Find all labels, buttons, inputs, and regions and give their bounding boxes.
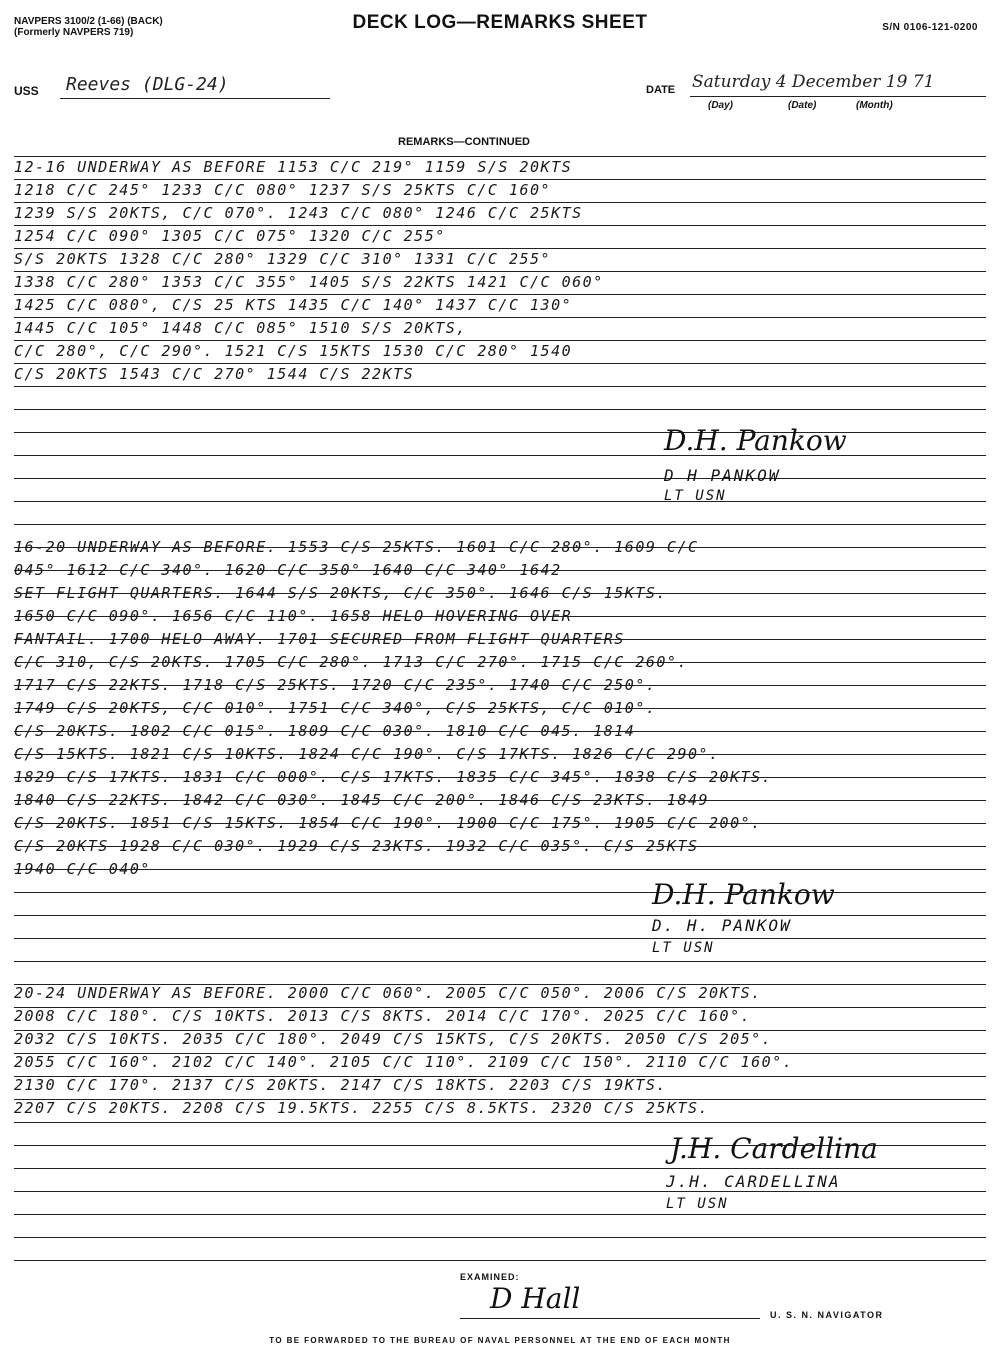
ruled-line — [14, 409, 986, 410]
watch1-line-6: 1338 C/C 280° 1353 C/C 355° 1405 S/S 22KTS 1421 C/C 060° — [14, 274, 604, 290]
watch2-signer-name: D. H. PANKOW — [652, 916, 792, 935]
watch3-line-3: 2032 C/S 10KTS. 2035 C/C 180°. 2049 C/S 15KTS, C/S 20KTS. 2050 C/S 205°. — [14, 1031, 773, 1047]
serial-number: S/N 0106-121-0200 — [882, 22, 978, 33]
watch3-signer-name: J.H. CARDELLINA — [666, 1172, 841, 1191]
watch2-line-13: C/S 20KTS. 1851 C/S 15KTS. 1854 C/C 190°. 1900 C/C 175°. 1905 C/C 200°. — [14, 815, 762, 831]
ruled-line — [14, 1122, 986, 1123]
watch1-line-4: 1254 C/C 090° 1305 C/C 075° 1320 C/C 255° — [14, 228, 446, 244]
watch2-signer-rank: LT USN — [652, 940, 715, 956]
navigator-title: U. S. N. NAVIGATOR — [770, 1310, 884, 1320]
ruled-line — [14, 501, 986, 502]
date-sub-label: (Date) — [788, 100, 817, 111]
uss-label: USS — [14, 84, 39, 98]
ruled-line — [14, 317, 986, 318]
month-label: (Month) — [856, 100, 893, 111]
watch3-line-5: 2130 C/C 170°. 2137 C/S 20KTS. 2147 C/S 18KTS. 2203 C/S 19KTS. — [14, 1077, 667, 1093]
watch3-line-1: 20-24 UNDERWAY AS BEFORE. 2000 C/C 060°. 2005 C/C 050°. 2006 C/S 20KTS. — [14, 985, 762, 1001]
watch2-line-9: C/S 20KTS. 1802 C/C 015°. 1809 C/C 030°. 1810 C/C 045. 1814 — [14, 723, 636, 739]
watch1-signature: D.H. Pankow — [664, 424, 847, 457]
examined-label: EXAMINED: — [460, 1272, 520, 1282]
ruled-line — [14, 892, 986, 893]
watch2-line-15: 1940 C/C 040° — [14, 861, 151, 877]
ruled-line — [14, 915, 986, 916]
ship-name-line — [60, 98, 330, 99]
ruled-line — [14, 225, 986, 226]
examined-signature-line — [460, 1318, 760, 1319]
watch1-signer-rank: LT USN — [664, 488, 727, 504]
ruled-line — [14, 961, 986, 962]
ruled-line — [14, 340, 986, 341]
date-label: DATE — [646, 84, 676, 96]
watch3-line-2: 2008 C/C 180°. C/S 10KTS. 2013 C/S 8KTS. 2014 C/C 170°. 2025 C/C 160°. — [14, 1008, 752, 1024]
watch2-signature: D.H. Pankow — [652, 878, 835, 911]
watch3-line-4: 2055 C/C 160°. 2102 C/C 140°. 2105 C/C 110°. 2109 C/C 150°. 2110 C/C 160°. — [14, 1054, 794, 1070]
ruled-line — [14, 1260, 986, 1261]
ruled-line — [14, 478, 986, 479]
watch2-line-10: C/S 15KTS. 1821 C/S 10KTS. 1824 C/C 190°. C/S 17KTS. 1826 C/C 290°. — [14, 746, 720, 762]
watch2-line-2: 045° 1612 C/C 340°. 1620 C/C 350° 1640 C/C 340° 1642 — [14, 562, 562, 578]
ruled-line — [14, 1237, 986, 1238]
watch1-line-5: S/S 20KTS 1328 C/C 280° 1329 C/C 310° 1331 C/C 255° — [14, 251, 552, 267]
watch1-line-10: C/S 20KTS 1543 C/C 270° 1544 C/S 22KTS — [14, 366, 415, 382]
watch2-line-12: 1840 C/S 22KTS. 1842 C/C 030°. 1845 C/C 200°. 1846 C/S 23KTS. 1849 — [14, 792, 710, 808]
watch1-line-2: 1218 C/C 245° 1233 C/C 080° 1237 S/S 25KTS C/C 160° — [14, 182, 552, 198]
watch2-line-14: C/S 20KTS 1928 C/C 030°. 1929 C/S 23KTS. 1932 C/C 035°. C/S 25KTS — [14, 838, 699, 854]
date-line — [690, 96, 986, 97]
watch2-line-7: 1717 C/S 22KTS. 1718 C/S 25KTS. 1720 C/C 235°. 1740 C/C 250°. — [14, 677, 657, 693]
ruled-line — [14, 1168, 986, 1169]
ruled-line — [14, 363, 986, 364]
ruled-line — [14, 271, 986, 272]
ruled-line — [14, 248, 986, 249]
day-label: (Day) — [708, 100, 734, 111]
ruled-line — [14, 156, 986, 157]
watch1-signer-name: D H PANKOW — [664, 466, 781, 485]
ruled-line — [14, 179, 986, 180]
ruled-line — [14, 1191, 986, 1192]
footer-note: TO BE FORWARDED TO THE BUREAU OF NAVAL PERSONNEL AT THE END OF EACH MONTH — [269, 1336, 731, 1345]
watch3-signature: J.H. Cardellina — [670, 1132, 878, 1165]
examined-signature: D Hall — [490, 1282, 581, 1315]
watch1-line-8: 1445 C/C 105° 1448 C/C 085° 1510 S/S 20KTS, — [14, 320, 467, 336]
watch2-line-8: 1749 C/S 20KTS, C/C 010°. 1751 C/C 340°, C/S 25KTS, C/C 010°. — [14, 700, 657, 716]
watch2-line-6: C/C 310, C/S 20KTS. 1705 C/C 280°. 1713 C/C 270°. 1715 C/C 260°. — [14, 654, 688, 670]
watch1-line-7: 1425 C/C 080°, C/S 25 KTS 1435 C/C 140° 1437 C/C 130° — [14, 297, 573, 313]
watch1-line-1: 12-16 UNDERWAY AS BEFORE 1153 C/C 219° 1159 S/S 20KTS — [14, 159, 573, 175]
form-code-line1: NAVPERS 3100/2 (1-66) (BACK) — [14, 16, 163, 27]
ship-name: Reeves (DLG-24) — [66, 74, 229, 95]
ruled-line — [14, 202, 986, 203]
date-value: Saturday 4 December 19 71 — [692, 72, 935, 92]
watch3-line-6: 2207 C/S 20KTS. 2208 C/S 19.5KTS. 2255 C/S 8.5KTS. 2320 C/S 25KTS. — [14, 1100, 710, 1116]
ruled-line — [14, 524, 986, 525]
watch1-line-9: C/C 280°, C/C 290°. 1521 C/S 15KTS 1530 C/C 280° 1540 — [14, 343, 573, 359]
ruled-line — [14, 386, 986, 387]
watch2-line-5: FANTAIL. 1700 HELO AWAY. 1701 SECURED FROM FLIGHT QUARTERS — [14, 631, 625, 647]
remarks-heading: REMARKS—CONTINUED — [398, 136, 530, 148]
watch2-line-3: SET FLIGHT QUARTERS. 1644 S/S 20KTS, C/C 350°. 1646 C/S 15KTS. — [14, 585, 667, 601]
page-title: DECK LOG—REMARKS SHEET — [352, 12, 648, 33]
form-code-line2: (Formerly NAVPERS 719) — [14, 27, 134, 38]
watch1-line-3: 1239 S/S 20KTS, C/C 070°. 1243 C/C 080° 1246 C/C 25KTS — [14, 205, 583, 221]
watch3-signer-rank: LT USN — [666, 1196, 729, 1212]
watch2-line-4: 1650 C/C 090°. 1656 C/C 110°. 1658 HELO HOVERING OVER — [14, 608, 573, 624]
ruled-line — [14, 938, 986, 939]
watch2-line-11: 1829 C/S 17KTS. 1831 C/C 000°. C/S 17KTS. 1835 C/C 345°. 1838 C/S 20KTS. — [14, 769, 773, 785]
watch2-line-1: 16-20 UNDERWAY AS BEFORE. 1553 C/S 25KTS. 1601 C/C 280°. 1609 C/C — [14, 539, 699, 555]
ruled-line — [14, 294, 986, 295]
ruled-line — [14, 1214, 986, 1215]
